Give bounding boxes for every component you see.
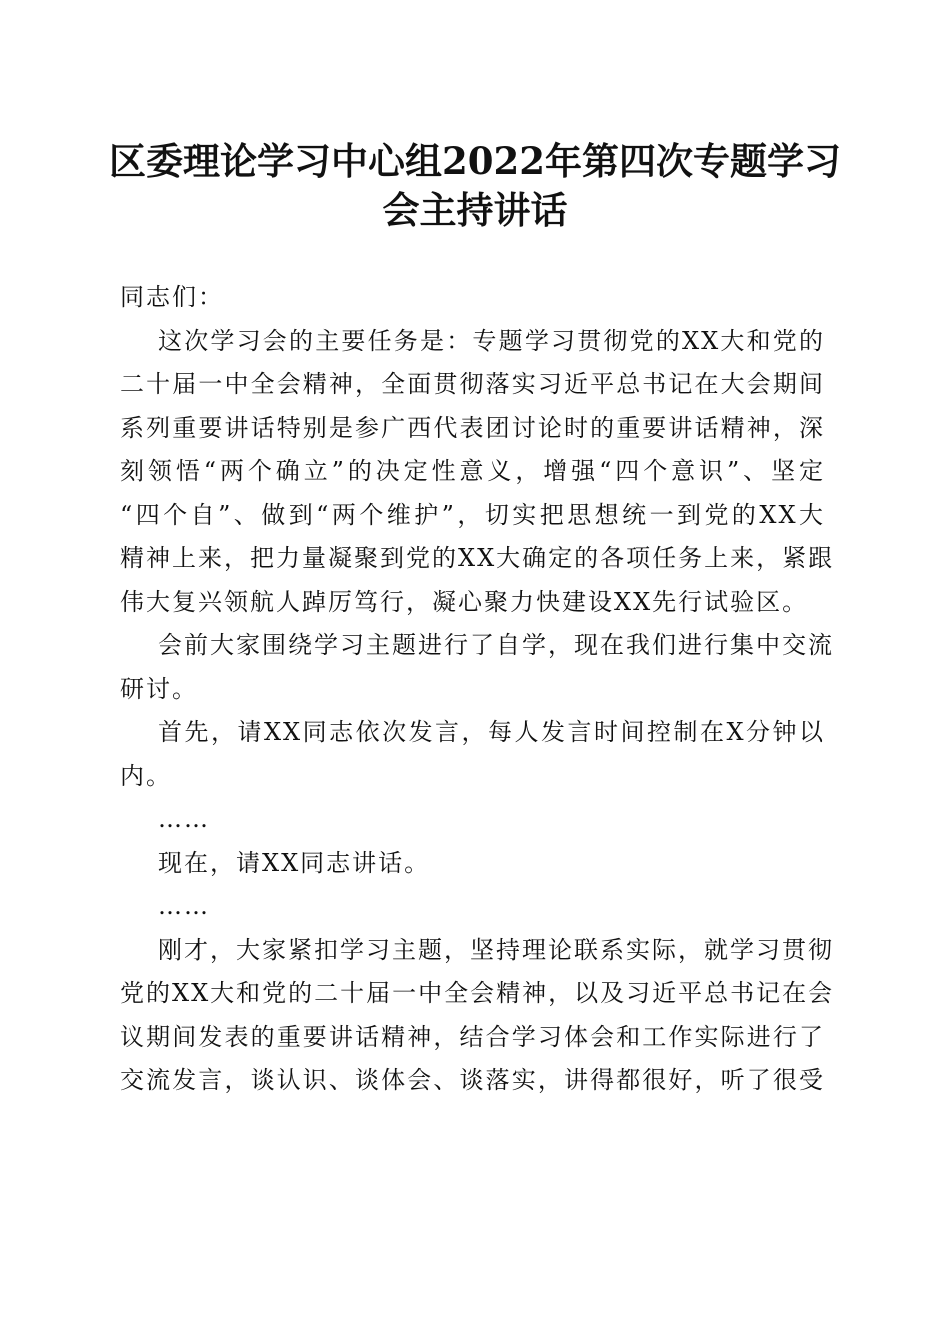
document-body [120, 276, 835, 1103]
paragraph-line: 首先，请XX同志依次发言，每人发言时间控制在X分钟以 [158, 718, 825, 746]
salutation: 同志们： [120, 283, 224, 311]
paragraph-line: 精神上来，把力量凝聚到党的XX大确定的各项任务上来，紧跟 [120, 544, 835, 572]
paragraph-line: 刚才，大家紧扣学习主题，坚持理论联系实际，就学习贯彻 [158, 935, 834, 964]
paragraph-line: 内。 [120, 761, 172, 790]
paragraph-line: 议期间发表的重要讲话精神，结合学习体会和工作实际进行了 [120, 1022, 825, 1051]
paragraph-line: 系列重要讲话特别是参广西代表团讨论时的重要讲话精神，深 [120, 413, 825, 442]
ellipsis-line: …… [158, 805, 210, 833]
document-title-line-2: 会主持讲话 [382, 188, 568, 232]
paragraph-line: 会前大家围绕学习主题进行了自学，现在我们进行集中交流 [158, 631, 834, 659]
paragraph-line: 刻领悟“两个确立”的决定性意义，增强“四个意识”、坚定 [120, 457, 825, 485]
document-title-line-1: 区委理论学习中心组2022年第四次专题学习 [109, 139, 841, 183]
paragraph-line: 党的XX大和党的二十届一中全会精神，以及习近平总书记在会 [120, 979, 835, 1007]
paragraph-line: 研讨。 [120, 674, 198, 703]
paragraph-line: 现在，请XX同志讲话。 [158, 848, 431, 877]
ellipsis-line: …… [158, 892, 210, 920]
paragraph-line: 交流发言，谈认识、谈体会、谈落实，讲得都很好，听了很受 [120, 1066, 825, 1094]
paragraph-line: “四个自”、做到“两个维护”，切实把思想统一到党的XX大 [120, 500, 825, 529]
paragraph-line: 二十届一中全会精神，全面贯彻落实习近平总书记在大会期间 [120, 370, 825, 398]
paragraph-line: 伟大复兴领航人踔厉笃行，凝心聚力快建设XX先行试验区。 [120, 587, 809, 616]
paragraph-line: 这次学习会的主要任务是：专题学习贯彻党的XX大和党的 [158, 326, 825, 355]
